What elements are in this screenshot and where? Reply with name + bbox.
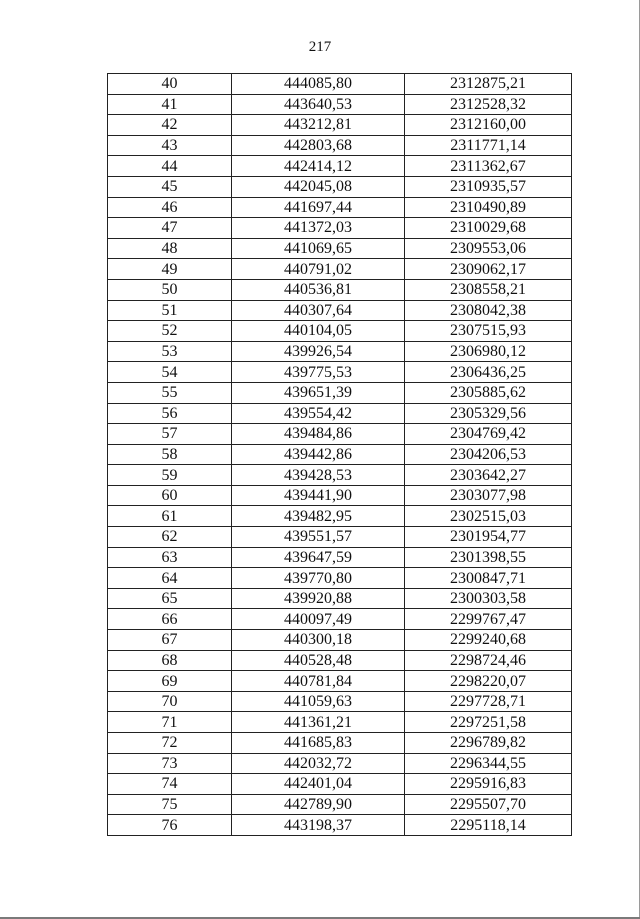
table-row (108, 382, 572, 403)
table-row (108, 94, 572, 115)
point-number-cell: 42 (108, 115, 232, 136)
table-row (108, 176, 572, 197)
table-row (108, 156, 572, 177)
y-coordinate-cell: 2303642,27 (405, 465, 572, 486)
table-row (108, 362, 572, 383)
y-coordinate-cell: 2310490,89 (405, 197, 572, 218)
x-coordinate-cell: 442803,68 (232, 135, 405, 156)
x-coordinate-cell: 440536,81 (232, 279, 405, 300)
y-coordinate-cell: 2295118,14 (405, 815, 572, 836)
point-number-cell: 53 (108, 341, 232, 362)
y-coordinate-cell: 2309062,17 (405, 259, 572, 280)
point-number-cell: 41 (108, 94, 232, 115)
table-row (108, 568, 572, 589)
x-coordinate-cell: 443212,81 (232, 115, 405, 136)
y-coordinate-cell: 2312875,21 (405, 74, 572, 95)
table-row (108, 547, 572, 568)
table-row (108, 341, 572, 362)
point-number-cell: 50 (108, 279, 232, 300)
x-coordinate-cell: 439484,86 (232, 424, 405, 445)
point-number-cell: 62 (108, 527, 232, 548)
y-coordinate-cell: 2312160,00 (405, 115, 572, 136)
x-coordinate-cell: 439441,90 (232, 485, 405, 506)
table-row (108, 506, 572, 527)
x-coordinate-cell: 441361,21 (232, 712, 405, 733)
y-coordinate-cell: 2296789,82 (405, 733, 572, 754)
x-coordinate-cell: 441372,03 (232, 218, 405, 239)
table-row (108, 588, 572, 609)
point-number-cell: 70 (108, 691, 232, 712)
table-row (108, 424, 572, 445)
x-coordinate-cell: 440781,84 (232, 671, 405, 692)
table-row (108, 300, 572, 321)
y-coordinate-cell: 2299240,68 (405, 630, 572, 651)
point-number-cell: 47 (108, 218, 232, 239)
x-coordinate-cell: 442032,72 (232, 753, 405, 774)
table-row (108, 527, 572, 548)
point-number-cell: 63 (108, 547, 232, 568)
table-row (108, 609, 572, 630)
table-row (108, 691, 572, 712)
x-coordinate-cell: 439428,53 (232, 465, 405, 486)
table-row (108, 485, 572, 506)
point-number-cell: 66 (108, 609, 232, 630)
y-coordinate-cell: 2308558,21 (405, 279, 572, 300)
table-row (108, 794, 572, 815)
point-number-cell: 46 (108, 197, 232, 218)
y-coordinate-cell: 2306980,12 (405, 341, 572, 362)
point-number-cell: 68 (108, 650, 232, 671)
table-row (108, 815, 572, 836)
table-row (108, 753, 572, 774)
point-number-cell: 71 (108, 712, 232, 733)
y-coordinate-cell: 2303077,98 (405, 485, 572, 506)
coordinates-table-container (107, 73, 571, 836)
y-coordinate-cell: 2300847,71 (405, 568, 572, 589)
y-coordinate-cell: 2304206,53 (405, 444, 572, 465)
point-number-cell: 44 (108, 156, 232, 177)
y-coordinate-cell: 2311362,67 (405, 156, 572, 177)
x-coordinate-cell: 439770,80 (232, 568, 405, 589)
point-number-cell: 67 (108, 630, 232, 651)
point-number-cell: 40 (108, 74, 232, 95)
point-number-cell: 60 (108, 485, 232, 506)
point-number-cell: 51 (108, 300, 232, 321)
x-coordinate-cell: 439551,57 (232, 527, 405, 548)
table-row (108, 671, 572, 692)
y-coordinate-cell: 2305885,62 (405, 382, 572, 403)
y-coordinate-cell: 2307515,93 (405, 321, 572, 342)
point-number-cell: 49 (108, 259, 232, 280)
x-coordinate-cell: 441059,63 (232, 691, 405, 712)
point-number-cell: 65 (108, 588, 232, 609)
y-coordinate-cell: 2311771,14 (405, 135, 572, 156)
x-coordinate-cell: 440104,05 (232, 321, 405, 342)
point-number-cell: 72 (108, 733, 232, 754)
y-coordinate-cell: 2295507,70 (405, 794, 572, 815)
x-coordinate-cell: 440791,02 (232, 259, 405, 280)
x-coordinate-cell: 441069,65 (232, 238, 405, 259)
y-coordinate-cell: 2301398,55 (405, 547, 572, 568)
x-coordinate-cell: 440307,64 (232, 300, 405, 321)
x-coordinate-cell: 439651,39 (232, 382, 405, 403)
point-number-cell: 64 (108, 568, 232, 589)
coordinates-table-body (108, 74, 572, 836)
page-number: 217 (308, 39, 332, 55)
point-number-cell: 45 (108, 176, 232, 197)
point-number-cell: 54 (108, 362, 232, 383)
y-coordinate-cell: 2296344,55 (405, 753, 572, 774)
x-coordinate-cell: 440300,18 (232, 630, 405, 651)
x-coordinate-cell: 442401,04 (232, 774, 405, 795)
table-row (108, 630, 572, 651)
table-row (108, 218, 572, 239)
x-coordinate-cell: 441697,44 (232, 197, 405, 218)
x-coordinate-cell: 444085,80 (232, 74, 405, 95)
x-coordinate-cell: 442414,12 (232, 156, 405, 177)
y-coordinate-cell: 2308042,38 (405, 300, 572, 321)
table-row (108, 712, 572, 733)
y-coordinate-cell: 2312528,32 (405, 94, 572, 115)
x-coordinate-cell: 439482,95 (232, 506, 405, 527)
point-number-cell: 73 (108, 753, 232, 774)
y-coordinate-cell: 2295916,83 (405, 774, 572, 795)
y-coordinate-cell: 2305329,56 (405, 403, 572, 424)
table-row (108, 74, 572, 95)
table-row (108, 650, 572, 671)
x-coordinate-cell: 439442,86 (232, 444, 405, 465)
point-number-cell: 76 (108, 815, 232, 836)
point-number-cell: 75 (108, 794, 232, 815)
table-row (108, 197, 572, 218)
y-coordinate-cell: 2304769,42 (405, 424, 572, 445)
point-number-cell: 48 (108, 238, 232, 259)
y-coordinate-cell: 2306436,25 (405, 362, 572, 383)
x-coordinate-cell: 441685,83 (232, 733, 405, 754)
x-coordinate-cell: 439554,42 (232, 403, 405, 424)
point-number-cell: 57 (108, 424, 232, 445)
point-number-cell: 74 (108, 774, 232, 795)
point-number-cell: 56 (108, 403, 232, 424)
x-coordinate-cell: 443640,53 (232, 94, 405, 115)
table-row (108, 115, 572, 136)
y-coordinate-cell: 2298724,46 (405, 650, 572, 671)
table-row (108, 444, 572, 465)
point-number-cell: 58 (108, 444, 232, 465)
table-row (108, 465, 572, 486)
x-coordinate-cell: 442789,90 (232, 794, 405, 815)
x-coordinate-cell: 443198,37 (232, 815, 405, 836)
x-coordinate-cell: 439920,88 (232, 588, 405, 609)
table-row (108, 733, 572, 754)
coordinates-table (107, 73, 572, 836)
point-number-cell: 43 (108, 135, 232, 156)
table-row (108, 321, 572, 342)
point-number-cell: 55 (108, 382, 232, 403)
table-row (108, 135, 572, 156)
y-coordinate-cell: 2302515,03 (405, 506, 572, 527)
x-coordinate-cell: 440097,49 (232, 609, 405, 630)
point-number-cell: 61 (108, 506, 232, 527)
table-row (108, 238, 572, 259)
table-row (108, 259, 572, 280)
x-coordinate-cell: 439775,53 (232, 362, 405, 383)
y-coordinate-cell: 2310935,57 (405, 176, 572, 197)
x-coordinate-cell: 439647,59 (232, 547, 405, 568)
x-coordinate-cell: 442045,08 (232, 176, 405, 197)
table-row (108, 403, 572, 424)
y-coordinate-cell: 2310029,68 (405, 218, 572, 239)
y-coordinate-cell: 2300303,58 (405, 588, 572, 609)
y-coordinate-cell: 2297251,58 (405, 712, 572, 733)
x-coordinate-cell: 440528,48 (232, 650, 405, 671)
y-coordinate-cell: 2297728,71 (405, 691, 572, 712)
y-coordinate-cell: 2298220,07 (405, 671, 572, 692)
point-number-cell: 52 (108, 321, 232, 342)
point-number-cell: 59 (108, 465, 232, 486)
y-coordinate-cell: 2299767,47 (405, 609, 572, 630)
y-coordinate-cell: 2309553,06 (405, 238, 572, 259)
table-row (108, 774, 572, 795)
y-coordinate-cell: 2301954,77 (405, 527, 572, 548)
table-row (108, 279, 572, 300)
x-coordinate-cell: 439926,54 (232, 341, 405, 362)
point-number-cell: 69 (108, 671, 232, 692)
